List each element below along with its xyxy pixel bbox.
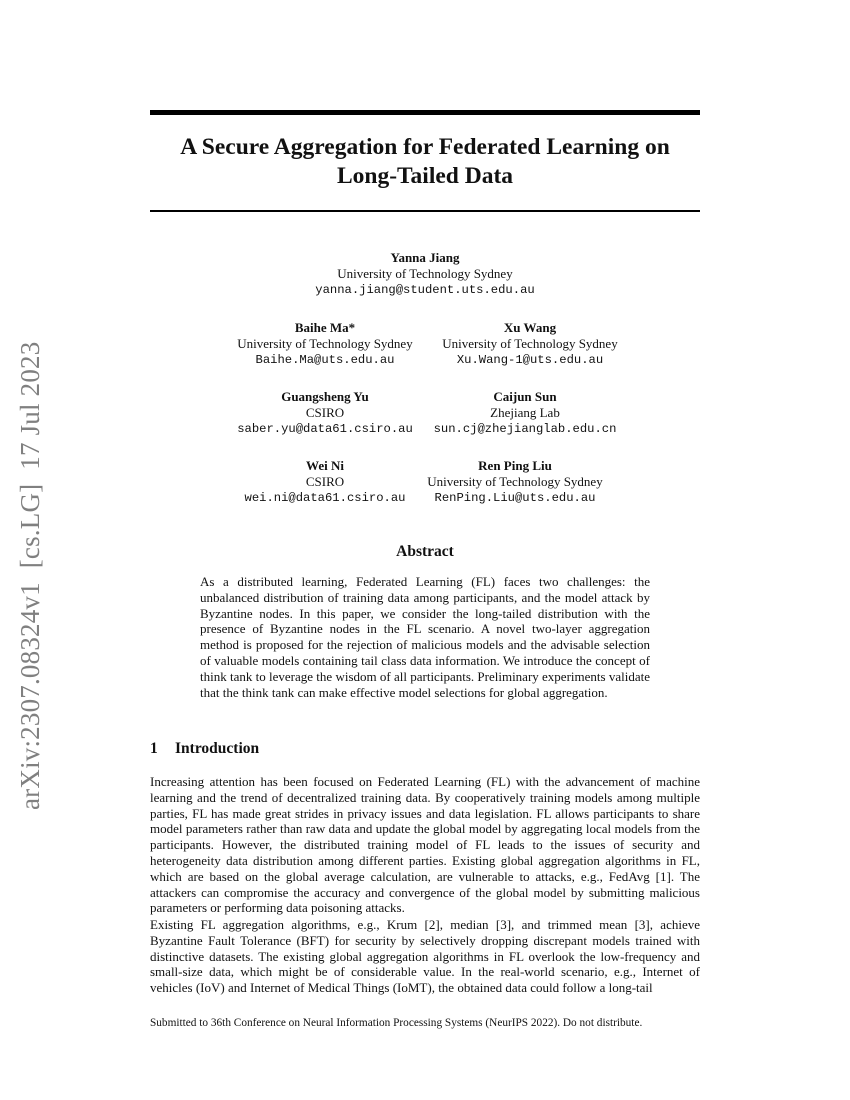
author-block	[405, 458, 625, 506]
author-block	[415, 389, 635, 437]
author-block	[425, 320, 635, 368]
author-email: yanna.jiang@student.uts.edu.au	[315, 283, 535, 297]
author-email: Xu.Wang-1@uts.edu.au	[456, 353, 604, 367]
author-name: Guangsheng Yu	[281, 389, 369, 404]
body-paragraph: Increasing attention has been focused on Federated Learning (FL) with the advancement of machine learning and the trend of decentralized training data. By cooperatively training models among multiple parties, FL has made great strides in privacy issues and data legislation. FL allows participants to share model parameters rather than raw data and update the global model by aggregating local models from the participants. However, the distributed training model of FL leads to the issues of security and heterogeneity data distribution among different parties. Existing global aggregation algorithms in FL, which are based on the global average calculation, are vulnerable to attacks, e.g., FedAvg [1]. The attackers can compromise the accuracy and convergence of the global model by submitting malicious parameters or performing data poisoning attacks.	[150, 774, 700, 916]
title-bottom-rule	[150, 210, 700, 212]
abstract-text: As a distributed learning, Federated Learning (FL) faces two challenges: the unbalanced distribution of training data among participants, and the model attack by Byzantine nodes. In this paper, we consider the long-tailed distribution with the presence of Byzantine nodes in the FL scenario. A novel two-layer aggregation method is proposed for the rejection of malicious models and the advisable selection of valuable models containing tail class data information. We introduce the concept of think tank to leverage the wisdom of all participants. Preliminary experiments validate that the think tank can make effective model selections for global aggregation.	[200, 574, 650, 700]
author-email: Baihe.Ma@uts.edu.au	[255, 353, 395, 367]
author-affiliation: CSIRO	[305, 474, 345, 489]
title-line-1: A Secure Aggregation for Federated Learning on	[180, 134, 670, 160]
author-affiliation: University of Technology Sydney	[337, 266, 513, 281]
section-title: Introduction	[175, 740, 260, 757]
author-affiliation: CSIRO	[305, 405, 345, 420]
section-heading	[150, 740, 259, 758]
author-block	[275, 250, 575, 298]
author-affiliation: University of Technology Sydney	[427, 474, 603, 489]
author-email: wei.ni@data61.csiro.au	[244, 491, 406, 505]
author-email: RenPing.Liu@uts.edu.au	[434, 491, 596, 505]
footer-note: Submitted to 36th Conference on Neural Information Processing Systems (NeurIPS 2022). Do not distribute.	[150, 1017, 643, 1029]
author-block	[220, 458, 430, 506]
body-paragraph: Existing FL aggregation algorithms, e.g., Krum [2], median [3], and trimmed mean [3], achieve Byzantine Fault Tolerance (BFT) for security by selectively dropping discrepant models trained with distinctive datasets. The existing global aggregation algorithms in FL overlook the low-frequency and small-size data, which might be of considerable value. In the real-world scenario, e.g., Internet of vehicles (IoV) and Internet of Medical Things (IoMT), the obtained data could follow a long-tail	[150, 917, 700, 996]
author-email: saber.yu@data61.csiro.au	[237, 422, 413, 436]
abstract-heading: Abstract	[396, 543, 454, 560]
author-name: Baihe Ma*	[294, 320, 356, 335]
author-block	[220, 320, 430, 368]
author-email: sun.cj@zhejianglab.edu.cn	[433, 422, 617, 436]
author-name: Ren Ping Liu	[478, 458, 552, 473]
author-name: Caijun Sun	[493, 389, 557, 404]
author-affiliation: University of Technology Sydney	[442, 336, 618, 351]
title-line-2: Long-Tailed Data	[336, 163, 514, 189]
section-number: 1	[150, 740, 158, 757]
author-name: Xu Wang	[503, 320, 557, 335]
author-name: Wei Ni	[306, 458, 344, 473]
author-affiliation: Zhejiang Lab	[490, 405, 560, 420]
author-block	[220, 389, 430, 437]
author-name: Yanna Jiang	[390, 250, 460, 265]
title-top-rule	[150, 110, 700, 115]
paper-title	[150, 133, 700, 191]
arxiv-watermark: arXiv:2307.08324v1 [cs.LG] 17 Jul 2023	[15, 341, 45, 810]
author-affiliation: University of Technology Sydney	[237, 336, 413, 351]
